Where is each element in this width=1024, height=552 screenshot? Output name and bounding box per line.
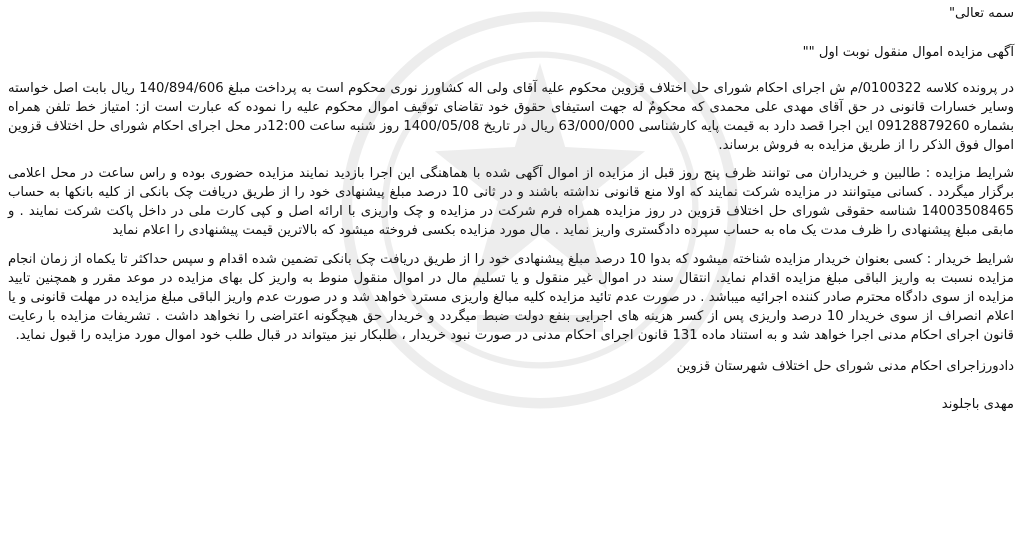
signatory-name: مهدی باجلوند — [941, 397, 1014, 412]
issuer-line: دادورزاجرای احکام مدنی شورای حل اختلاف شهرستان قزوین — [676, 359, 1014, 374]
header-invocation: سمه تعالی" — [948, 6, 1014, 21]
notice-title: آگهی مزایده اموال منقول نوبت اول "" — [802, 45, 1014, 60]
case-details-paragraph: در پرونده کلاسه 0100322/م ش اجرای احکام شورای حل اختلاف قزوین محکوم علیه آقای ولی اله کشاورز نوری محکوم است به پرداخت مبلغ 140/894/606 ریال بابت اصل خواسته وسایر خسارات قانونی در حق آقای مهدی علی محمدی که محکومٌ له جهت استیفای حقوق خود تقاضای توقیف اموال محکوم علیه را نموده که عبارت است از: امتیاز خط تلفن همراه بشماره 09128879260 این اجرا قصد دارد به قیمت پایه کارشناسی 63/000/000 ریال در تاریخ 1400/05/08 روز شنبه ساعت 12:00در محل اجرای احکام شورای حل اختلاف قزوین اموال فوق الذکر را از طریق مزایده به فروش برساند. — [8, 81, 1015, 153]
buyer-conditions-paragraph: شرایط خریدار : کسی بعنوان خریدار مزایده شناخته میشود که بدوا 10 درصد مبلغ پیشنهادی خود را از طریق دریافت چک بانکی تضمین شده اقدام و سپس حداکثر تا یکماه از زمان انجام مزایده نسبت به واریز الباقی مبلغ مزایده اقدام نماید. انتقال سند در اموال غیر منقول و یا تسلیم مال در اموال منقول منوط به واریز کل بهای مزایده در موعد مقرر و همچنین تایید مزایده از سوی دادگاه محترم صادر کننده اجرائیه میباشد . در صورت عدم تائید مزایده کلیه مبالغ واریزی مسترد خواهد شد و در صورت عدم واریز الباقی مبلغ مزایده در مهلت قانونی و یا اعلام انصراف از سوی خریدار 10 درصد واریزی پس از کسر هزینه های اجرایی بنفع دولت ضبط میگردد و خریدار حق هیچگونه اعتراضی را نخواهد داشت . تشریفات مزایده با رعایت قانون اجرای احکام مدنی اجرا خواهد شد و به استناد ماده 131 قانون اجرای احکام مدنی در صورت نبود خریدار ، طلبکار نیز میتواند در قبال طلب خود اموال مورد مزایده را قبول نماید. — [8, 252, 1014, 343]
auction-conditions-paragraph: شرایط مزایده : طالبین و خریداران می توانند ظرف پنج روز قبل از مزایده از اموال آگهی شده با هماهنگی این اجرا بازدید نمایند مزایده حضوری بوده و راس ساعت در محل اعلامی برگزار میگردد . کسانی میتوانند در مزایده شرکت نمایند که اولا منع قانونی نداشته باشند و در ثانی 10 درصد مبلغ پیشنهادی خود را از طریق دریافت چک بانکی از کلیه بانکها به حساب 14003508465 شناسه حقوقی شورای حل اختلاف قزوین در روز مزایده همراه فرم شرکت در مزایده و چک واریزی با ارائه اصل و کپی کارت ملی در داخل پاکت شرکت نمایند . و مابقی مبلغ پیشنهادی را ظرف مدت یک ماه به حساب سپرده دادگستری واریز نماید . مال مورد مزایده بکسی فروخته میشود که بالاترین قیمت پیشنهادی را اعلام نماید — [8, 166, 1014, 238]
